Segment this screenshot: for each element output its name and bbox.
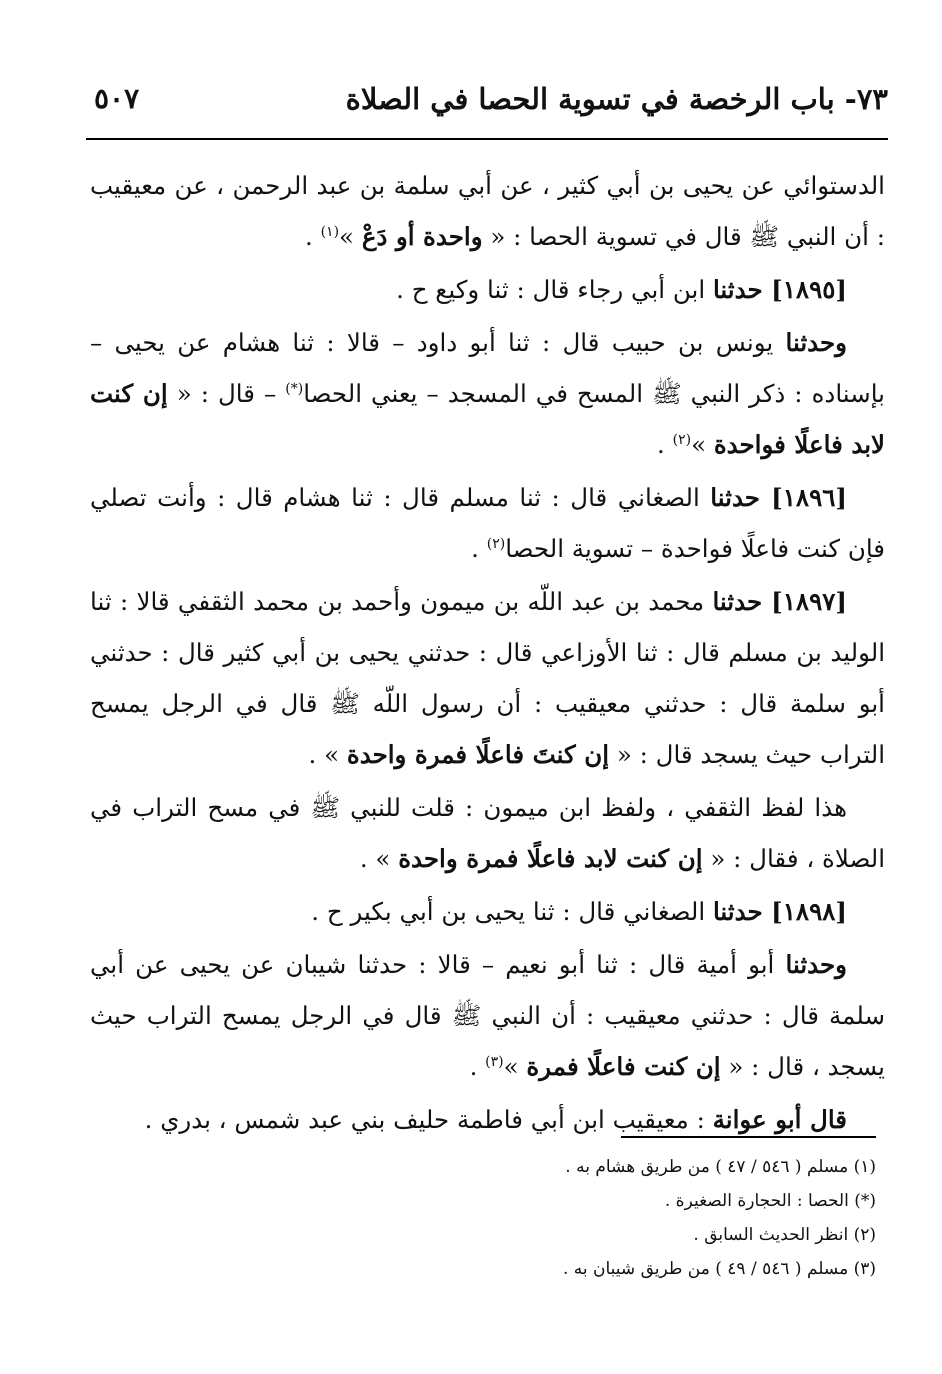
text-segment: أبو أمية قال : ثنا أبو نعيم – قالا : حدثنا شيبان عن يحيى عن أبي سلمة قال : حدثني معيقيب : أن النبي ﷺ قال في الرجل يمسح التراب حيث يسجد ، قال : «	[90, 950, 885, 1081]
footnotes	[76, 1150, 876, 1286]
text-segment: .	[305, 222, 321, 251]
paragraph	[90, 160, 885, 262]
footnote-ref: (٢)	[486, 535, 506, 552]
text-segment: »	[691, 430, 714, 459]
paragraph	[90, 939, 885, 1092]
text-segment: » .	[308, 740, 347, 769]
paragraph	[90, 576, 885, 780]
footnote-ref: (١)	[320, 223, 340, 240]
text-segment: »	[503, 1052, 527, 1081]
bold-text: واحدة أو دَعْ	[361, 222, 483, 251]
text-segment: .	[657, 430, 673, 459]
text-segment: .	[471, 534, 487, 563]
text-segment: »	[339, 222, 362, 251]
text-segment: » .	[359, 844, 399, 873]
paragraph	[90, 782, 885, 884]
footnote: (٣) مسلم ( ٥٤٦ / ٤٩ ) من طريق شيبان به .	[562, 1259, 876, 1279]
text-segment: هذا لفظ الثقفي ، ولفظ ابن ميمون : قلت للنبي ﷺ في مسح التراب في الصلاة ، فقال : «	[90, 793, 885, 873]
page-number: ٥٠٧	[94, 82, 140, 115]
bold-text: إن كنت فاعلًا فمرة	[526, 1052, 721, 1081]
text-segment: محمد بن عبد اللّه بن ميمون وأحمد بن محمد الثقفي قالا : ثنا الوليد بن مسلم قال : ثنا الأوزاعي قال : حدثني يحيى بن أبي كثير قال : حدثني أبو سلمة قال : حدثني معيقيب : أن رسول اللّه ﷺ قال في الرجل يمسح التراب حيث يسجد قال : «	[90, 587, 885, 769]
text-segment: الصغاني قال : ثنا مسلم قال : ثنا هشام قال : وأنت تصلي فإن كنت فاعلًا فواحدة – تسوية الحصا	[90, 483, 885, 563]
paragraph	[90, 264, 885, 315]
chapter-title: ٧٣- باب الرخصة في تسوية الحصا في الصلاة	[345, 82, 888, 116]
page-header	[88, 78, 888, 128]
bold-text: [١٨٩٧] حدثنا	[712, 587, 847, 616]
bold-text: وحدثنا	[785, 328, 847, 357]
bold-text: [١٨٩٦] حدثنا	[710, 483, 847, 512]
bold-text: إن كنت لابد فاعلًا فمرة واحدة	[398, 844, 703, 873]
paragraph	[90, 472, 885, 574]
bold-text: إن كنت لابد فاعلًا فواحدة	[90, 379, 885, 459]
text-segment: : معيقيب ابن أبي فاطمة حليف بني عبد شمس ، بدري .	[144, 1105, 713, 1134]
paragraph	[90, 317, 885, 470]
bold-text: وحدثنا	[785, 950, 847, 979]
bold-text: [١٨٩٨] حدثنا	[712, 897, 847, 926]
footnote: (١) مسلم ( ٥٤٦ / ٤٧ ) من طريق هشام به .	[565, 1157, 876, 1177]
text-segment: .	[469, 1052, 486, 1081]
text-segment: الدستوائي عن يحيى بن أبي كثير ، عن أبي سلمة بن عبد الرحمن ، عن معيقيب : أن النبي ﷺ قال في تسوية الحصا : «	[90, 171, 885, 251]
header-divider	[86, 138, 888, 140]
main-text	[90, 160, 885, 1147]
footnote: (٢) انظر الحديث السابق .	[693, 1225, 876, 1245]
footnote-divider	[621, 1136, 876, 1138]
text-segment: ابن أبي رجاء قال : ثنا وكيع ح .	[396, 275, 713, 304]
text-segment: الصغاني قال : ثنا يحيى بن أبي بكير ح .	[311, 897, 713, 926]
footnote-ref: (٢)	[672, 431, 692, 448]
footnote-ref: (*)	[285, 380, 304, 397]
text-segment: يونس بن حبيب قال : ثنا أبو داود – قالا : ثنا هشام عن يحيى – بإسناده : ذكر النبي ﷺ المسح في المسجد – يعني الحصا	[90, 328, 885, 408]
paragraph	[90, 886, 885, 937]
bold-text: قال أبو عوانة	[712, 1105, 847, 1134]
bold-text: إن كنتَ فاعلًا فمرة واحدة	[346, 740, 610, 769]
footnote-ref: (٣)	[485, 1053, 504, 1070]
bold-text: [١٨٩٥] حدثنا	[712, 275, 847, 304]
footnote: (*) الحصا : الحجارة الصغيرة .	[664, 1191, 876, 1211]
text-segment: – قال : «	[167, 379, 286, 408]
